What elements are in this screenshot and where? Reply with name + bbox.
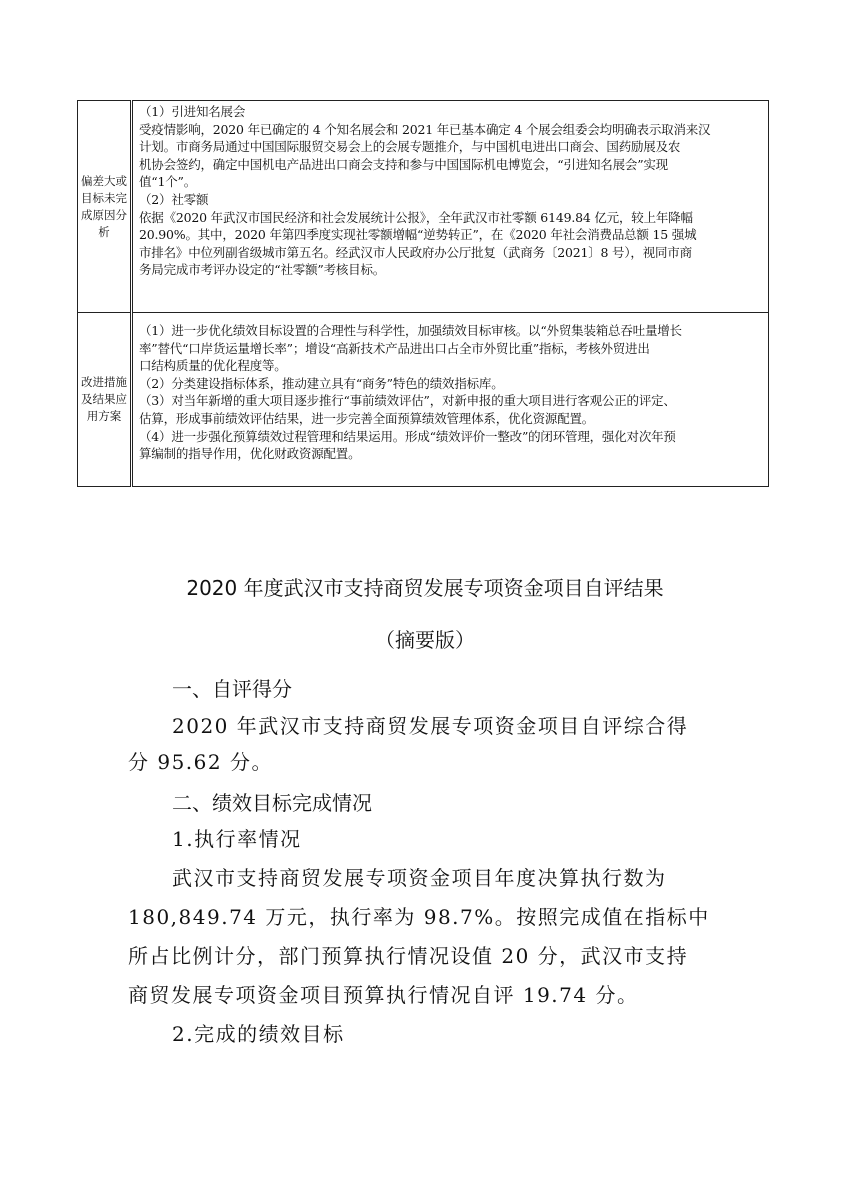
cell-line: 机协会签约，确定中国机电产品进出口商会支持和参与中国国际机电博览会，“引进知名展会”实现 [139, 156, 668, 172]
cell-line: 计划。市商务局通过中国国际服贸交易会上的会展专题推介，与中国机电进出口商会、国药励展及农 [139, 139, 681, 155]
cell-line: 口结构质量的优化程度等。 [139, 358, 287, 374]
cell-line: 依据《2020 年武汉市国民经济和社会发展统计公报》，全年武汉市社零额 6149.84 亿元，较上年降幅 [139, 209, 693, 225]
cell-line: 务局完成市考评办设定的“社零额”考核目标。 [139, 262, 386, 278]
cell-line: 受疫情影响，2020 年已确定的 4 个知名展会和 2021 年已基本确定 4 个展会组委会均明确表示取消来汉 [139, 121, 711, 137]
cell-line: 市排名》中位列副省级城市第五名。经武汉市人民政府办公厅批复（武商务〔2021〕8 号），视同市商 [139, 244, 692, 260]
paragraph-line: 2020 年武汉市支持商贸发展专项资金项目自评综合得 [172, 714, 689, 738]
subheading-completed-goals: 2.完成的绩效目标 [172, 1022, 345, 1046]
paragraph-line: 180,849.74 万元，执行率为 98.7%。按照完成值在指标中 [128, 905, 710, 929]
row-content-improvement-plan [132, 313, 769, 487]
cell-line: （2）社零额 [139, 191, 209, 207]
cell-line: 估算，形成事前绩效评估结果，进一步完善全面预算绩效管理体系，优化资源配置。 [139, 410, 595, 426]
table-row [78, 313, 769, 487]
subheading-execution-rate: 1.执行率情况 [172, 827, 302, 851]
paragraph-line: 商贸发展专项资金项目预算执行情况自评 19.74 分。 [128, 983, 639, 1007]
cell-line: 20.90%。其中，2020 年第四季度实现社零额增幅“逆势转正”，在《2020 年社会消费品总额 15 强城 [139, 227, 697, 243]
document-title: 2020 年度武汉市支持商贸发展专项资金项目自评结果 [186, 576, 664, 600]
cell-line: （4）进一步强化预算绩效过程管理和结果运用。形成“绩效评价一整改”的闭环管理，强化对次年预 [139, 428, 676, 444]
cell-line: （3）对当年新增的重大项目逐步推行“事前绩效评估”，对新申报的重大项目进行客观公正的评定、 [139, 393, 676, 409]
row-content-deviation-analysis [132, 101, 769, 313]
paragraph-line: 所占比例计分，部门预算执行情况设值 20 分，武汉市支持 [128, 944, 689, 968]
cell-line: （1）引进知名展会 [139, 104, 246, 119]
evaluation-table [77, 100, 769, 487]
document-subtitle: （摘要版） [375, 628, 475, 652]
table-row [78, 101, 769, 313]
paragraph-line: 武汉市支持商贸发展专项资金项目年度决算执行数为 [172, 866, 667, 890]
row-header-deviation-analysis: 偏差大或目标未完成原因分析 [78, 101, 132, 313]
row-header-improvement-plan: 改进措施及结果应用方案 [78, 313, 132, 487]
cell-line: （2）分类建设指标体系，推动建立具有“商务”特色的绩效指标库。 [139, 375, 504, 391]
section-heading-performance: 二、绩效目标完成情况 [172, 791, 372, 815]
cell-line: 率”替代“口岸货运量增长率”；增设“高新技术产品进出口占全市外贸比重”指标，考核外贸进出 [139, 340, 650, 356]
section-heading-score: 一、自评得分 [172, 677, 292, 701]
paragraph-line: 分 95.62 分。 [128, 750, 273, 774]
cell-line: （1）进一步优化绩效目标设置的合理性与科学性，加强绩效目标审核。以“外贸集装箱总吞吐量增长 [139, 323, 682, 338]
cell-line: 算编制的指导作用，优化财政资源配置。 [139, 446, 361, 462]
cell-line: 值“1个”。 [139, 174, 197, 190]
